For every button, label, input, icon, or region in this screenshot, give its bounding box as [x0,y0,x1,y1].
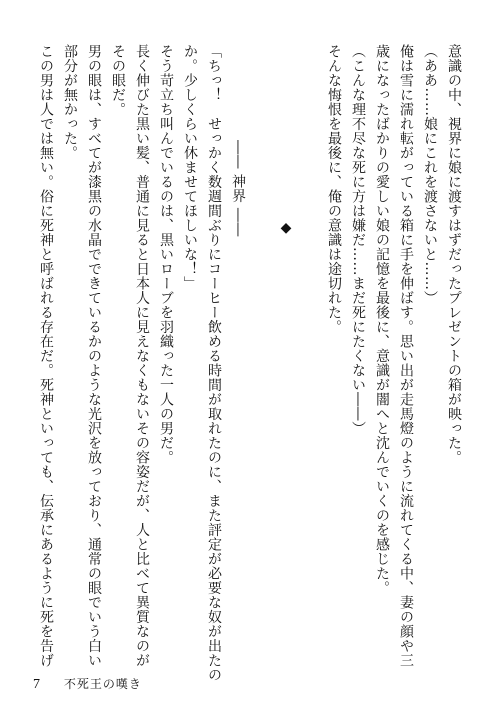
body-line: （ああ……娘にこれを渡さないと……） [422,44,438,305]
body-line: そんな悔恨を最後に、俺の意識は途切れた。 [326,44,342,334]
body-line: 部分が無かった。 [62,44,78,160]
book-title: 不死王の嘆き [63,677,142,691]
body-line: 俺は雪に濡れ転がっている箱に手を伸ばす。思い出が走馬燈のように流れてくる中、妻の顔や三 [398,44,414,668]
body-line: そう苛立ち叫んでいるのは、黒いローブを羽織った一人の男だ。 [158,44,174,465]
blank-line [298,44,322,662]
body-line: 長く伸びた黒い髪、普通に見ると日本人に見えなくもないその容姿だが、人と比べて異質なのが [134,44,150,668]
body-line: 男の眼は、すべてが漆黒の水晶でできているかのような光沢を放っており、通常の眼でいう白い [86,44,102,668]
section-divider-diamond: ◆ [278,220,294,237]
body-line: この男は人では無い。俗に死神と呼ばれる存在だ。死神といっても、伝承にあるように死を告げ [38,44,54,668]
page-number: 7 [33,677,41,692]
blank-line [250,44,274,662]
vertical-text-body [34,44,466,682]
body-line: か。少しくらい休ませてほしいな！」 [182,44,198,291]
section-heading: ―― 神界 ―― [230,140,246,237]
body-line: 「ちっ！ せっかく数週間ぶりにコーヒー飲める時間が取れたのに、また評定が必要な奴が出たの [206,44,222,682]
body-line: 歳になったばかりの愛しい娘の記憶を最後に、意識が闇へと沈んでいくのを感じた。 [374,44,390,595]
page-footer [33,675,142,693]
body-line: （こんな理不尽な死に方は嫌だ……まだ死にたくない――） [350,44,366,436]
body-line: その眼だ。 [110,44,126,117]
body-line: 意識の中、視界に娘に渡すはずだったプレゼントの箱が映った。 [446,44,462,465]
